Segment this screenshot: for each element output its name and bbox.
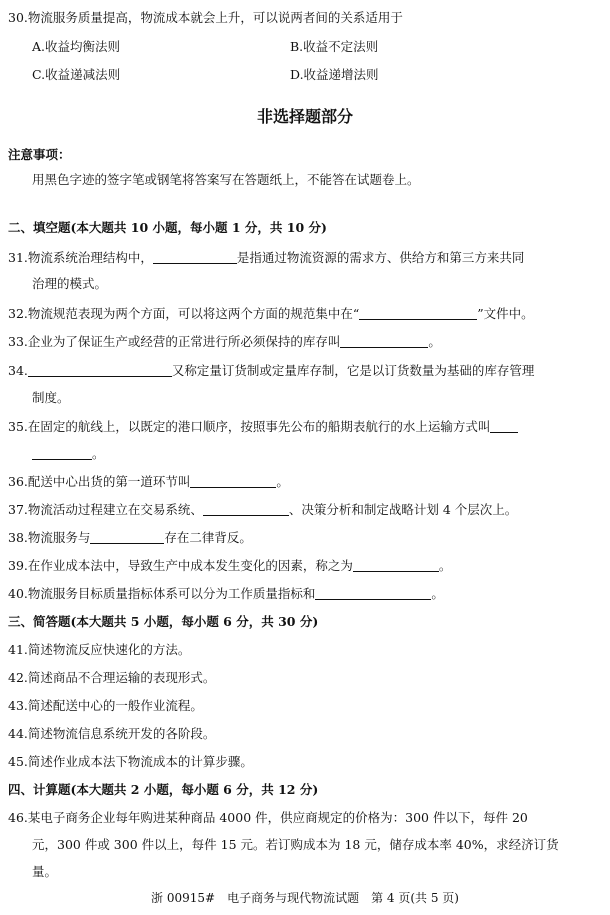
q36-text-b: 。 [276, 474, 289, 489]
q31-continuation: 治理的模式。 [32, 276, 108, 291]
question-44: 44.简述物流信息系统开发的各阶段。 [8, 726, 216, 741]
q30-option-d: D.收益递增法则 [290, 67, 379, 82]
question-38 [8, 530, 252, 546]
q39-text-b: 。 [438, 558, 452, 573]
q38-text-a: 38.物流服务与 [8, 530, 91, 545]
page-footer: 浙 00915# 电子商务与现代物流试题 第 4 页(共 5 页) [151, 891, 459, 905]
q40-text-a: 40.物流服务目标质量指标体系可以分为工作质量指标和 [8, 586, 316, 601]
q36-answer-blank[interactable] [190, 475, 276, 488]
question-42: 42.简述商品不合理运输的表现形式。 [8, 670, 216, 685]
q30-option-a: A.收益均衡法则 [32, 39, 121, 54]
question-30-text: 30.物流服务质量提高，物流成本就会上升，可以说两者间的关系适用于 [8, 10, 403, 25]
q33-answer-blank[interactable] [340, 335, 428, 348]
question-35 [8, 419, 518, 435]
question-39 [8, 558, 451, 574]
q35-text-a: 35.在固定的航线上，以既定的港口顺序，按照事先公布的船期表航行的水上运输方式叫 [8, 419, 491, 434]
q32-text-b: ”文件中。 [477, 306, 534, 321]
question-36 [8, 474, 289, 490]
q31-answer-blank[interactable] [153, 251, 237, 264]
question-33 [8, 334, 441, 350]
q30-option-b: B.收益不定法则 [290, 39, 379, 54]
question-37 [8, 502, 517, 518]
q37-text-a: 37.物流活动过程建立在交易系统、 [8, 502, 203, 517]
q34-text-b: 又称定量订货制或定量库存制，它是以订货数量为基础的库存管理 [171, 363, 535, 378]
section-4-title: 四、计算题(本大题共 2 小题，每小题 6 分，共 12 分) [8, 782, 319, 797]
q39-text-a: 39.在作业成本法中，导致生产中成本发生变化的因素，称之为 [8, 558, 353, 573]
section-3-title: 三、简答题(本大题共 5 小题，每小题 6 分，共 30 分) [8, 614, 319, 629]
section-2-title: 二、填空题(本大题共 10 小题，每小题 1 分，共 10 分) [8, 220, 327, 235]
question-31 [8, 250, 524, 266]
notice-body: 用黑色字迹的签字笔或钢笔将答案写在答题纸上，不能答在试题卷上。 [32, 172, 420, 187]
question-43: 43.简述配送中心的一般作业流程。 [8, 698, 203, 713]
q32-text-a: 32.物流规范表现为两个方面，可以将这两个方面的规范集中在“ [8, 306, 360, 321]
question-41: 41.简述物流反应快速化的方法。 [8, 642, 191, 657]
q37-text-b: 、决策分析和制定战略计划 4 个层次上。 [288, 502, 518, 517]
part-title: 非选择题部分 [256, 107, 353, 126]
q39-answer-blank[interactable] [353, 559, 439, 572]
q32-answer-blank[interactable] [359, 307, 477, 320]
q36-text-a: 36.配送中心出货的第一道环节叫 [8, 474, 191, 489]
q34-text-a: 34. [8, 363, 28, 378]
question-32 [8, 306, 534, 322]
q35-answer-blank-part1[interactable] [490, 420, 518, 433]
q34-answer-blank[interactable] [28, 364, 172, 377]
q34-continuation: 制度。 [32, 390, 70, 405]
question-46-line-1: 46.某电子商务企业每年购进某种商品 4000 件，供应商规定的价格为：300 件以下，每件 20 [8, 810, 528, 825]
question-40 [8, 586, 444, 602]
question-46-line-3: 量。 [32, 864, 58, 879]
question-34 [8, 363, 534, 379]
notice-heading: 注意事项： [8, 147, 71, 162]
q31-text-a: 31.物流系统治理结构中， [8, 250, 153, 265]
question-46-line-2: 元，300 件或 300 件以上，每件 15 元。若订购成本为 18 元，储存成本率 40%，求经济订货 [32, 837, 559, 852]
q35-answer-blank-part2[interactable] [32, 447, 92, 460]
q31-text-b: 是指通过物流资源的需求方、供给方和第三方来共同 [236, 250, 525, 265]
question-45: 45.简述作业成本法下物流成本的计算步骤。 [8, 754, 253, 769]
q40-text-b: 。 [431, 586, 444, 601]
q33-text-b: 。 [428, 334, 441, 349]
q35-text-b: 。 [92, 446, 105, 461]
q40-answer-blank[interactable] [315, 587, 431, 600]
q35-continuation [32, 446, 105, 462]
q38-answer-blank[interactable] [90, 531, 164, 544]
q38-text-b: 存在二律背反。 [164, 530, 252, 545]
q30-option-c: C.收益递减法则 [32, 67, 121, 82]
q33-text-a: 33.企业为了保证生产或经营的正常进行所必须保持的库存叫 [8, 334, 341, 349]
q37-answer-blank[interactable] [203, 503, 289, 516]
